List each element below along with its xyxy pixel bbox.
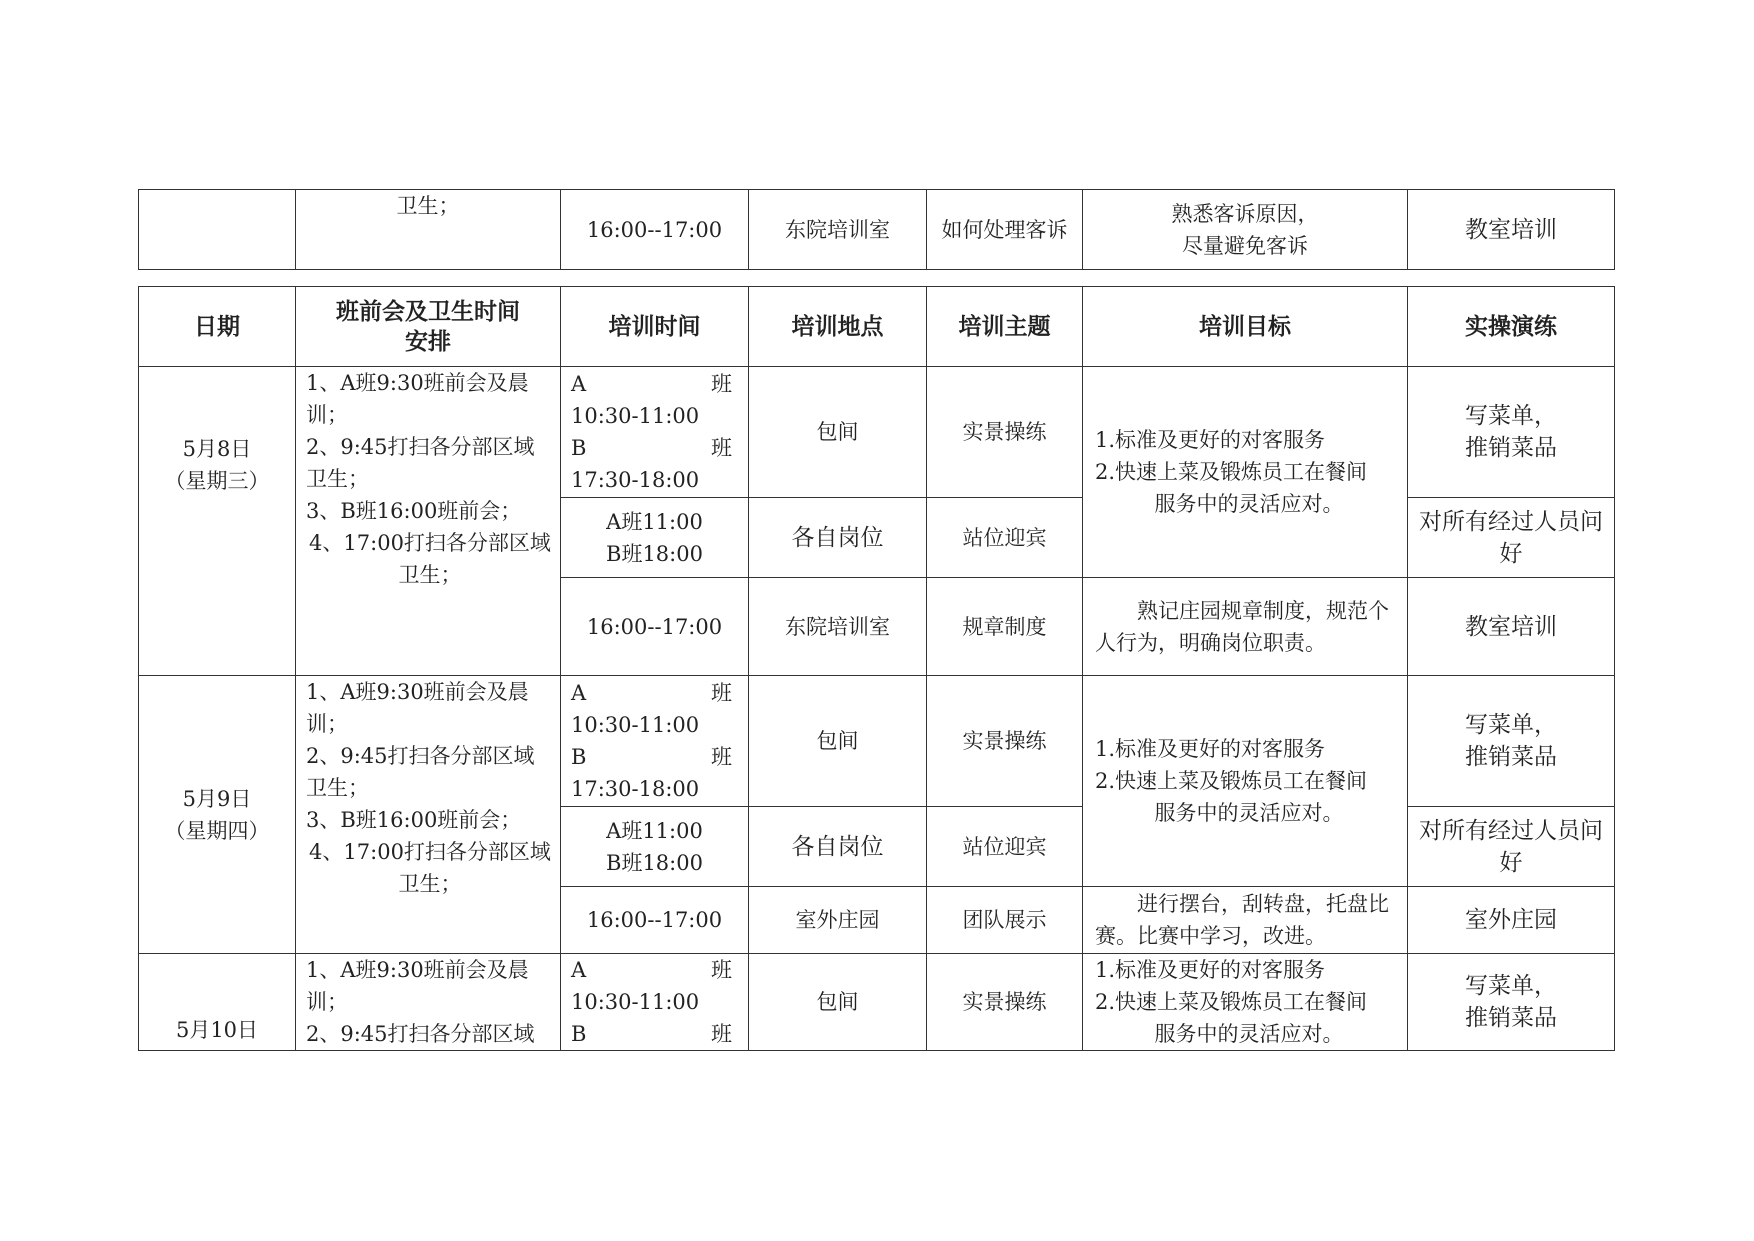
meeting-item: 3、B班16:00班前会； (306, 499, 522, 523)
date-text: 5月9日 (182, 786, 252, 811)
date-cell (139, 676, 296, 954)
shift-unit: 班 (711, 436, 732, 460)
time-cell: 16:00--17:00 (561, 578, 749, 676)
header-location: 培训地点 (749, 287, 927, 367)
drill-line: 推销菜品 (1465, 1005, 1557, 1031)
goal-cell (1083, 954, 1408, 1051)
drill-line: 推销菜品 (1465, 435, 1557, 461)
date-text: 5月8日 (182, 437, 252, 461)
drill-line: 推销菜品 (1465, 744, 1557, 770)
meeting-item: 4、17:00打扫各分部区域卫生； (309, 531, 551, 587)
header-drill: 实操演练 (1408, 287, 1615, 367)
meeting-item: 1、A班9:30班前会及晨训； (306, 680, 529, 736)
drill-cell: 室外庄园 (1408, 887, 1615, 954)
table-row (139, 954, 1615, 1051)
header-meeting: 班前会及卫生时间安排 (296, 287, 561, 367)
goal-line: 1.标准及更好的对客服务 (1095, 428, 1326, 452)
meeting-cell (296, 190, 561, 270)
topic-cell: 实景操练 (927, 367, 1083, 498)
time-cell (561, 367, 749, 498)
date-cell (139, 954, 296, 1051)
weekday-text: （星期三） (164, 469, 270, 493)
shift-a-time: 10:30-11:00 (571, 713, 700, 737)
time-cell (561, 807, 749, 887)
topic-cell: 规章制度 (927, 578, 1083, 676)
meeting-item: 1、A班9:30班前会及晨训； (306, 371, 529, 427)
header-row (139, 287, 1615, 367)
topic-cell: 实景操练 (927, 676, 1083, 807)
shift-a-time: 10:30-11:00 (571, 404, 700, 428)
goal-cell: 熟记庄园规章制度，规范个人行为，明确岗位职责。 (1083, 578, 1408, 676)
topic-cell: 实景操练 (927, 954, 1083, 1051)
header-goal: 培训目标 (1083, 287, 1408, 367)
shift-a-label: A (571, 958, 587, 982)
table-row (139, 676, 1615, 807)
shift-unit: 班 (711, 745, 732, 769)
drill-cell: 对所有经过人员问好 (1408, 807, 1615, 887)
goal-line: 2.快速上菜及锻炼员工在餐间 (1095, 769, 1368, 793)
shift-b-time: B班18:00 (606, 850, 703, 875)
shift-unit: 班 (711, 681, 732, 705)
meeting-cell (296, 954, 561, 1051)
location-cell: 包间 (749, 367, 927, 498)
goal-line: 尽量避免客诉 (1182, 233, 1308, 258)
continuation-table (138, 189, 1615, 270)
shift-a-time: A班11:00 (606, 509, 703, 534)
weekday-text: （星期四） (164, 818, 270, 843)
goal-cell (1083, 367, 1408, 578)
goal-line: 服务中的灵活应对。 (1154, 801, 1344, 825)
shift-b-time: 17:30-18:00 (571, 777, 700, 801)
date-cell (139, 367, 296, 676)
meeting-cell (296, 676, 561, 954)
time-cell (561, 954, 749, 1051)
location-cell: 各自岗位 (749, 498, 927, 578)
time-cell: 16:00--17:00 (561, 190, 749, 270)
meeting-item: 4、17:00打扫各分部区域卫生； (309, 840, 551, 896)
drill-cell: 教室培训 (1408, 190, 1615, 270)
shift-b-time: B班18:00 (606, 541, 703, 566)
location-cell: 包间 (749, 954, 927, 1051)
goal-line: 熟悉客诉原因， (1171, 201, 1319, 226)
table-row (139, 367, 1615, 498)
meeting-item: 2、9:45打扫各分部区域 (306, 1022, 535, 1046)
goal-line: 服务中的灵活应对。 (1154, 1022, 1344, 1046)
location-cell: 包间 (749, 676, 927, 807)
location-cell: 室外庄园 (749, 887, 927, 954)
shift-b-label: B (571, 745, 587, 769)
drill-line: 写菜单， (1465, 973, 1557, 999)
shift-b-label: B (571, 1022, 587, 1046)
header-date: 日期 (139, 287, 296, 367)
shift-unit: 班 (711, 372, 732, 396)
shift-b-time: 17:30-18:00 (571, 468, 700, 492)
location-cell: 各自岗位 (749, 807, 927, 887)
time-cell (561, 676, 749, 807)
meeting-item: 1、A班9:30班前会及晨训； (306, 958, 529, 1014)
goal-cell: 进行摆台，刮转盘，托盘比赛。比赛中学习，改进。 (1083, 887, 1408, 954)
drill-cell (1408, 676, 1615, 807)
shift-unit: 班 (711, 958, 732, 982)
goal-line: 1.标准及更好的对客服务 (1095, 737, 1326, 761)
location-cell: 东院培训室 (749, 190, 927, 270)
meeting-item: 2、9:45打扫各分部区域卫生； (306, 744, 535, 800)
drill-cell: 对所有经过人员问好 (1408, 498, 1615, 578)
goal-line: 服务中的灵活应对。 (1154, 492, 1344, 516)
shift-a-time: A班11:00 (606, 818, 703, 843)
meeting-text: 卫生； (396, 194, 460, 218)
drill-cell: 教室培训 (1408, 578, 1615, 676)
header-topic: 培训主题 (927, 287, 1083, 367)
time-cell (561, 498, 749, 578)
shift-a-time: 10:30-11:00 (571, 990, 700, 1014)
goal-line: 2.快速上菜及锻炼员工在餐间 (1095, 460, 1368, 484)
meeting-item: 3、B班16:00班前会； (306, 808, 522, 832)
drill-cell (1408, 954, 1615, 1051)
goal-line: 2.快速上菜及锻炼员工在餐间 (1095, 990, 1368, 1014)
drill-line: 写菜单， (1465, 712, 1557, 738)
shift-a-label: A (571, 372, 587, 396)
goal-cell (1083, 676, 1408, 887)
shift-unit: 班 (711, 1022, 732, 1046)
location-cell: 东院培训室 (749, 578, 927, 676)
shift-b-label: B (571, 436, 587, 460)
training-schedule-table (138, 286, 1615, 1051)
date-text: 5月10日 (175, 1018, 259, 1042)
topic-cell: 站位迎宾 (927, 807, 1083, 887)
meeting-cell (296, 367, 561, 676)
time-cell: 16:00--17:00 (561, 887, 749, 954)
drill-cell (1408, 367, 1615, 498)
topic-cell: 如何处理客诉 (927, 190, 1083, 270)
drill-line: 写菜单， (1465, 403, 1557, 429)
goal-line: 1.标准及更好的对客服务 (1095, 958, 1326, 982)
meeting-item: 2、9:45打扫各分部区域卫生； (306, 435, 535, 491)
topic-cell: 团队展示 (927, 887, 1083, 954)
goal-cell (1083, 190, 1408, 270)
shift-a-label: A (571, 681, 587, 705)
topic-cell: 站位迎宾 (927, 498, 1083, 578)
date-cell-empty (139, 190, 296, 270)
header-time: 培训时间 (561, 287, 749, 367)
